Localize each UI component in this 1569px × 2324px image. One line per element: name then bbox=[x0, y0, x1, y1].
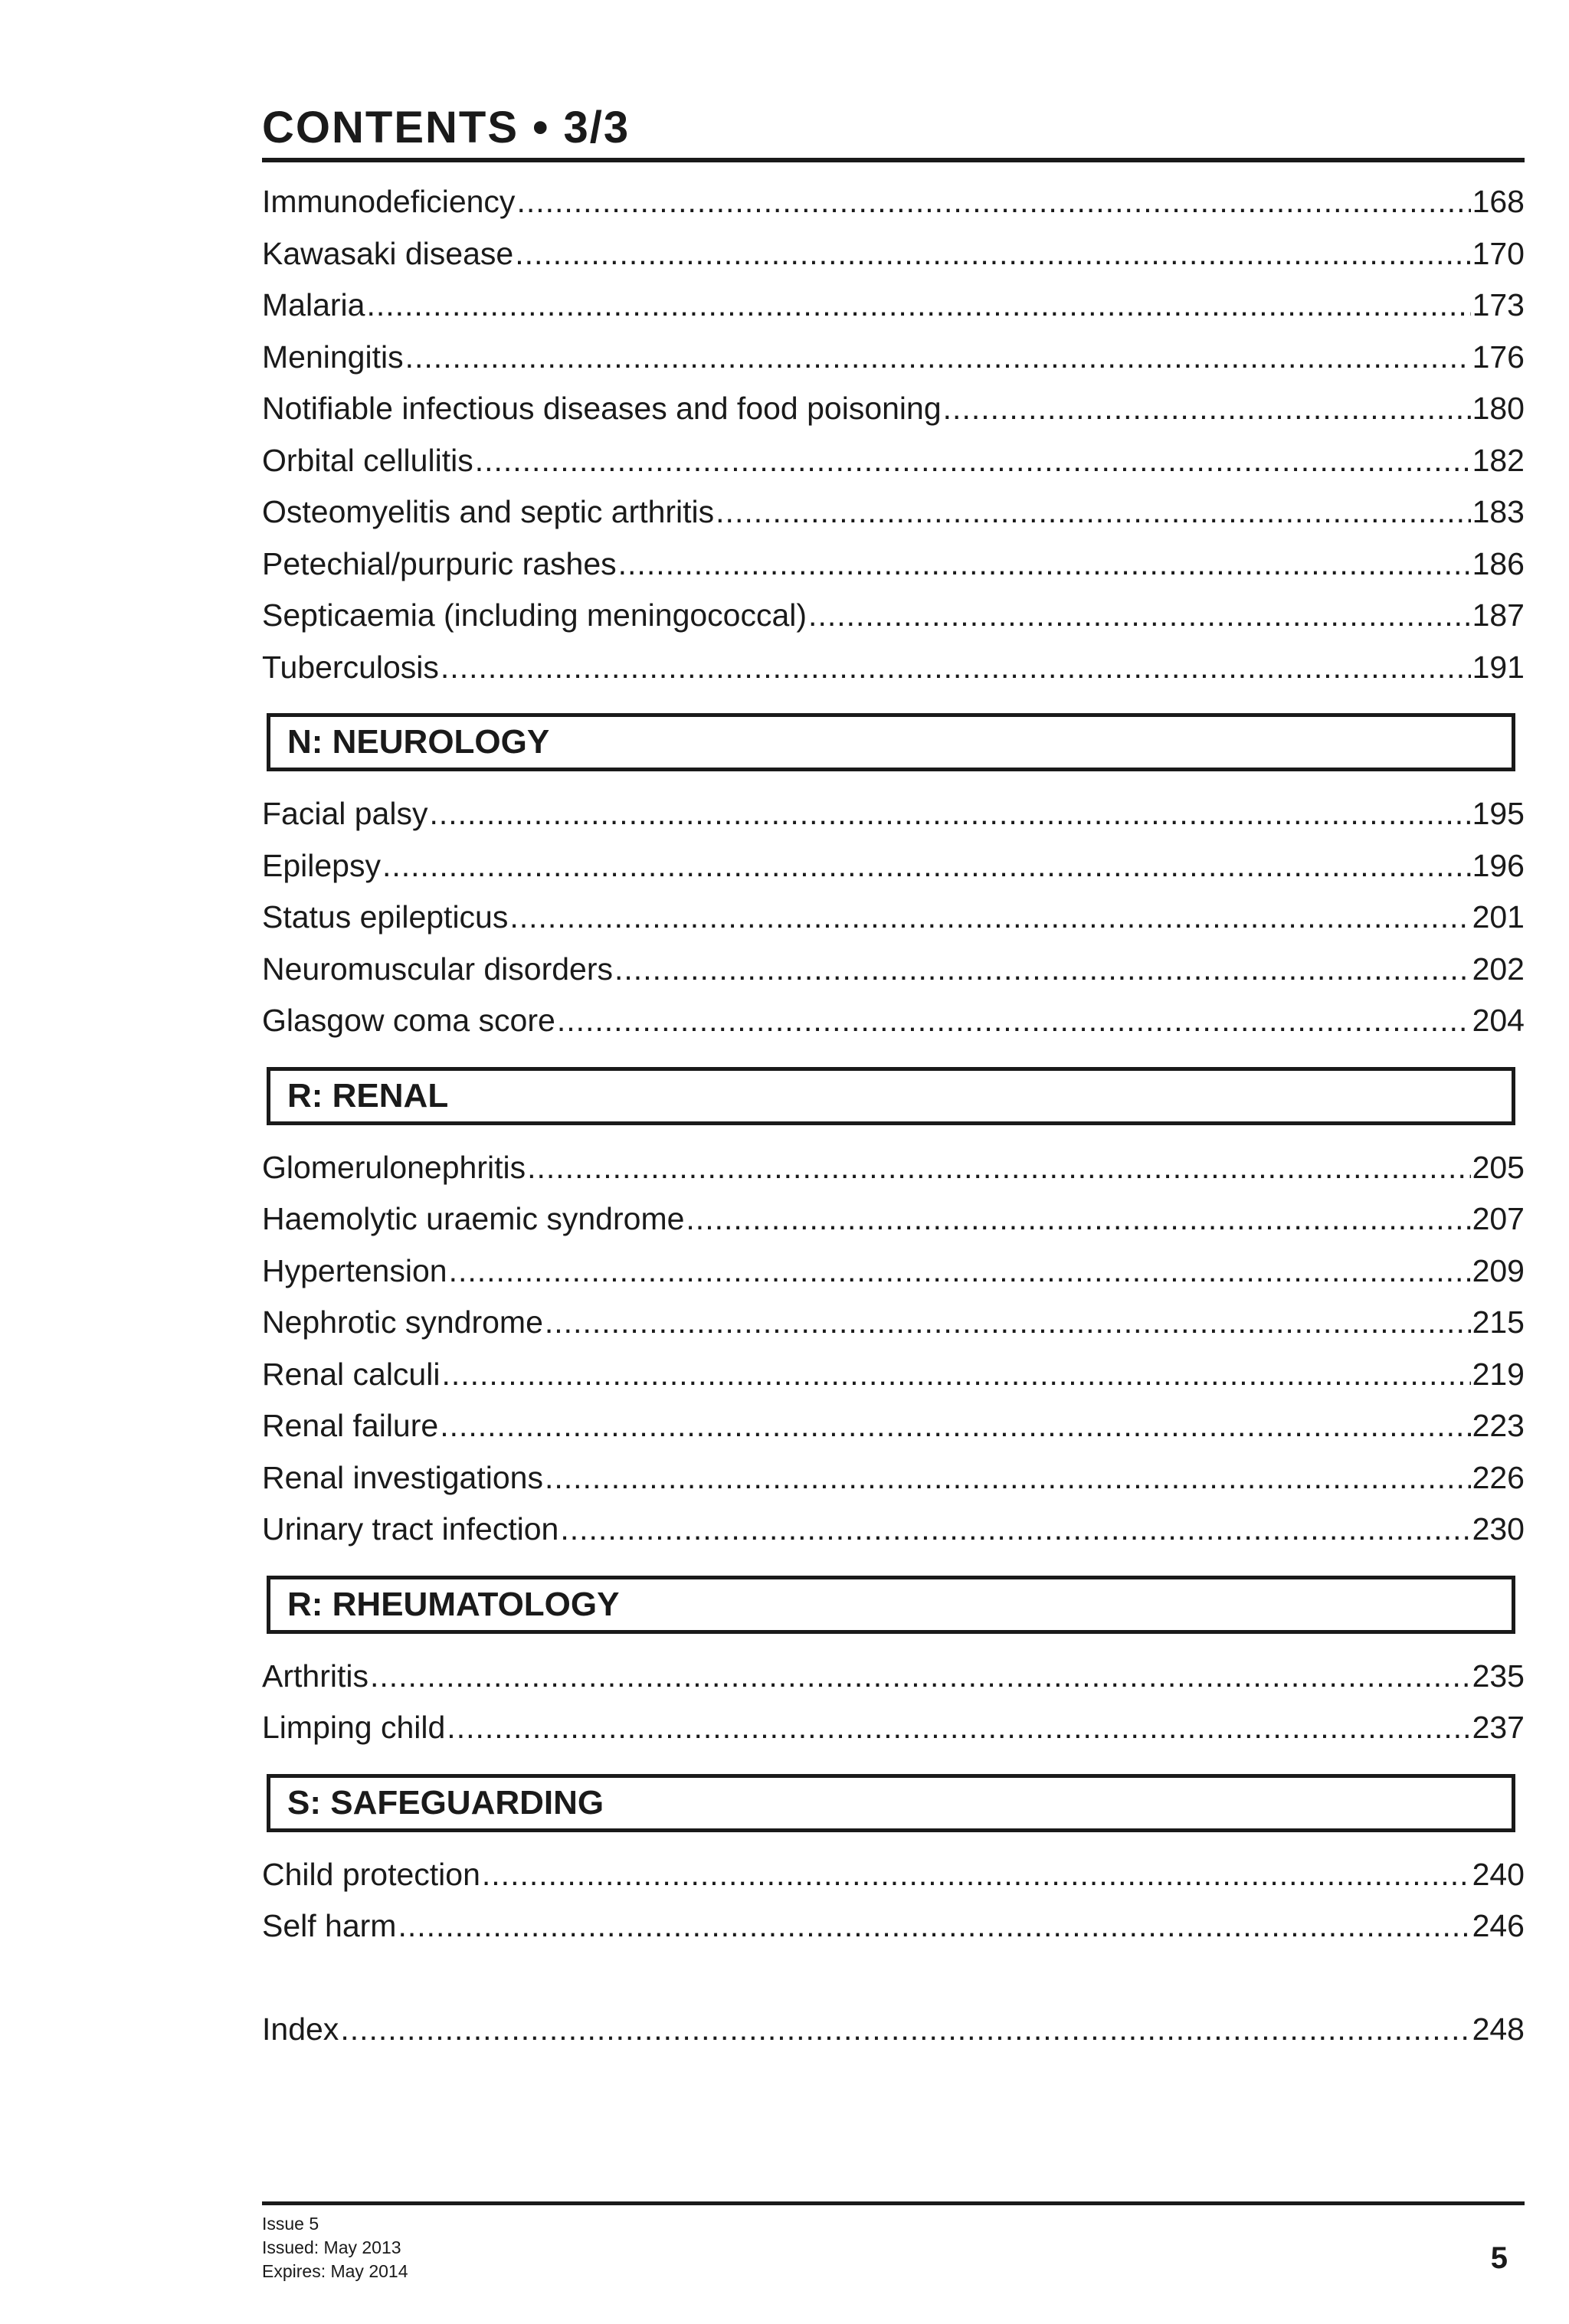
toc-entry-label: Arthritis bbox=[262, 1658, 369, 1694]
dot-leader bbox=[447, 1702, 1470, 1754]
toc-entry-page: 223 bbox=[1472, 1408, 1525, 1443]
toc-entry[interactable] bbox=[262, 228, 1525, 280]
dot-leader bbox=[340, 2004, 1470, 2056]
toc-entry-label: Index bbox=[262, 2011, 339, 2047]
toc-entry-label: Septicaemia (including meningococcal) bbox=[262, 597, 807, 633]
toc-entry-page: 230 bbox=[1472, 1511, 1525, 1547]
expiry-date: Expires: May 2014 bbox=[262, 2261, 408, 2281]
toc-entry-page: 170 bbox=[1472, 235, 1525, 271]
page-title: CONTENTS • 3/3 bbox=[262, 103, 631, 152]
toc-entry[interactable] bbox=[262, 995, 1525, 1047]
toc-entry[interactable] bbox=[262, 1900, 1525, 1952]
toc-entry-label: Orbital cellulitis bbox=[262, 442, 473, 478]
spacer bbox=[262, 1952, 1525, 2004]
toc-entry-label: Nephrotic syndrome bbox=[262, 1304, 543, 1340]
toc-entry[interactable] bbox=[262, 1193, 1525, 1245]
toc-entry-page: 186 bbox=[1472, 545, 1525, 581]
toc-entry[interactable] bbox=[262, 280, 1525, 332]
toc-entry-label: Malaria bbox=[262, 287, 365, 322]
toc-entry[interactable] bbox=[262, 1702, 1525, 1754]
toc-entry-label: Notifiable infectious diseases and food poisoning bbox=[262, 391, 942, 426]
dot-leader bbox=[516, 176, 1470, 228]
toc-entry[interactable] bbox=[262, 383, 1525, 435]
toc-entry-label: Renal calculi bbox=[262, 1356, 441, 1392]
toc-entry[interactable] bbox=[262, 788, 1525, 840]
toc-entry-page: 209 bbox=[1472, 1252, 1525, 1288]
section-heading-safeguarding: S: SAFEGUARDING bbox=[267, 1774, 1515, 1832]
dot-leader bbox=[429, 788, 1470, 840]
dot-leader bbox=[545, 1297, 1471, 1349]
toc-entry-page: 168 bbox=[1472, 184, 1525, 219]
toc-entry-page: 237 bbox=[1472, 1710, 1525, 1745]
toc-entry[interactable] bbox=[262, 176, 1525, 228]
dot-leader bbox=[808, 590, 1471, 642]
toc-entry[interactable] bbox=[262, 1400, 1525, 1452]
toc-entry-label: Renal failure bbox=[262, 1408, 439, 1443]
dot-leader bbox=[405, 332, 1471, 384]
dot-leader bbox=[366, 280, 1470, 332]
toc-entry[interactable] bbox=[262, 1297, 1525, 1349]
toc-entry-page: 235 bbox=[1472, 1658, 1525, 1694]
section-heading-rheumatology: R: RHEUMATOLOGY bbox=[267, 1576, 1515, 1634]
dot-leader bbox=[509, 892, 1470, 944]
toc-entry[interactable] bbox=[262, 486, 1525, 538]
toc-entry-page: 182 bbox=[1472, 442, 1525, 478]
dot-leader bbox=[943, 383, 1471, 435]
toc-entry[interactable] bbox=[262, 1142, 1525, 1194]
dot-leader bbox=[618, 538, 1471, 591]
toc-entry-label: Self harm bbox=[262, 1908, 397, 1943]
toc-entry-label: Haemolytic uraemic syndrome bbox=[262, 1201, 685, 1236]
contents-page bbox=[262, 0, 1525, 2324]
toc-entry-page: 173 bbox=[1472, 287, 1525, 322]
table-of-contents bbox=[262, 176, 1525, 2055]
dot-leader bbox=[441, 642, 1471, 694]
dot-leader bbox=[398, 1900, 1470, 1952]
issued-date: Issued: May 2013 bbox=[262, 2237, 401, 2257]
dot-leader bbox=[440, 1400, 1470, 1452]
dot-leader bbox=[557, 995, 1471, 1047]
toc-entry-label: Urinary tract infection bbox=[262, 1511, 559, 1547]
toc-entry[interactable] bbox=[262, 1349, 1525, 1401]
toc-entry-page: 202 bbox=[1472, 951, 1525, 987]
dot-leader bbox=[441, 1349, 1470, 1401]
toc-entry[interactable] bbox=[262, 590, 1525, 642]
toc-entry[interactable] bbox=[262, 332, 1525, 384]
dot-leader bbox=[475, 435, 1471, 487]
toc-entry-page: 176 bbox=[1472, 339, 1525, 375]
toc-entry[interactable] bbox=[262, 1452, 1525, 1504]
toc-entry-label: Facial palsy bbox=[262, 796, 428, 831]
toc-entry-index[interactable] bbox=[262, 2004, 1525, 2056]
page-number: 5 bbox=[1490, 2241, 1508, 2275]
toc-entry-page: 240 bbox=[1472, 1856, 1525, 1892]
toc-entry-label: Neuromuscular disorders bbox=[262, 951, 614, 987]
toc-entry-page: 201 bbox=[1472, 899, 1525, 935]
toc-entry-label: Renal investigations bbox=[262, 1459, 543, 1495]
toc-entry-page: 215 bbox=[1472, 1304, 1525, 1340]
toc-entry-page: 196 bbox=[1472, 847, 1525, 883]
toc-entry-page: 187 bbox=[1472, 597, 1525, 633]
toc-entry[interactable] bbox=[262, 1849, 1525, 1901]
toc-entry-page: 219 bbox=[1472, 1356, 1525, 1392]
dot-leader bbox=[382, 840, 1471, 892]
dot-leader bbox=[527, 1142, 1470, 1194]
dot-leader bbox=[545, 1452, 1471, 1504]
issue-number: Issue 5 bbox=[262, 2214, 319, 2234]
toc-entry-page: 183 bbox=[1472, 494, 1525, 529]
toc-entry-label: Status epilepticus bbox=[262, 899, 509, 935]
dot-leader bbox=[370, 1651, 1471, 1703]
footer-divider bbox=[262, 2201, 1525, 2205]
toc-entry-page: 204 bbox=[1472, 1003, 1525, 1038]
toc-entry-label: Tuberculosis bbox=[262, 649, 439, 685]
toc-entry-page: 205 bbox=[1472, 1149, 1525, 1185]
toc-entry-page: 191 bbox=[1472, 649, 1525, 685]
toc-entry-label: Hypertension bbox=[262, 1252, 447, 1288]
toc-entry-label: Limping child bbox=[262, 1710, 446, 1745]
dot-leader bbox=[482, 1849, 1471, 1901]
footer-issue-info bbox=[262, 2212, 408, 2283]
toc-entry-page: 246 bbox=[1472, 1908, 1525, 1943]
toc-entry[interactable] bbox=[262, 435, 1525, 487]
dot-leader bbox=[716, 486, 1470, 538]
dot-leader bbox=[515, 228, 1470, 280]
toc-entry[interactable] bbox=[262, 1504, 1525, 1556]
toc-entry-label: Glasgow coma score bbox=[262, 1003, 555, 1038]
toc-entry-label: Osteomyelitis and septic arthritis bbox=[262, 494, 715, 529]
toc-entry[interactable] bbox=[262, 944, 1525, 996]
title-divider bbox=[262, 158, 1525, 162]
toc-entry-page: 195 bbox=[1472, 796, 1525, 831]
toc-entry[interactable] bbox=[262, 892, 1525, 944]
toc-entry-label: Petechial/purpuric rashes bbox=[262, 545, 617, 581]
toc-entry[interactable] bbox=[262, 1651, 1525, 1703]
toc-entry-label: Child protection bbox=[262, 1856, 480, 1892]
toc-entry[interactable] bbox=[262, 538, 1525, 591]
toc-entry-page: 180 bbox=[1472, 391, 1525, 426]
toc-entry-label: Immunodeficiency bbox=[262, 184, 516, 219]
toc-entry[interactable] bbox=[262, 1245, 1525, 1298]
section-heading-neurology: N: NEUROLOGY bbox=[267, 713, 1515, 771]
toc-entry-label: Epilepsy bbox=[262, 847, 381, 883]
toc-entry-page: 226 bbox=[1472, 1459, 1525, 1495]
toc-entry-page: 207 bbox=[1472, 1201, 1525, 1236]
toc-entry-label: Glomerulonephritis bbox=[262, 1149, 526, 1185]
toc-entry-label: Meningitis bbox=[262, 339, 404, 375]
dot-leader bbox=[449, 1245, 1471, 1298]
dot-leader bbox=[686, 1193, 1470, 1245]
section-heading-renal: R: RENAL bbox=[267, 1067, 1515, 1125]
toc-entry-page: 248 bbox=[1472, 2011, 1525, 2047]
dot-leader bbox=[614, 944, 1471, 996]
dot-leader bbox=[560, 1504, 1470, 1556]
toc-entry[interactable] bbox=[262, 642, 1525, 694]
toc-entry[interactable] bbox=[262, 840, 1525, 892]
toc-entry-label: Kawasaki disease bbox=[262, 235, 514, 271]
